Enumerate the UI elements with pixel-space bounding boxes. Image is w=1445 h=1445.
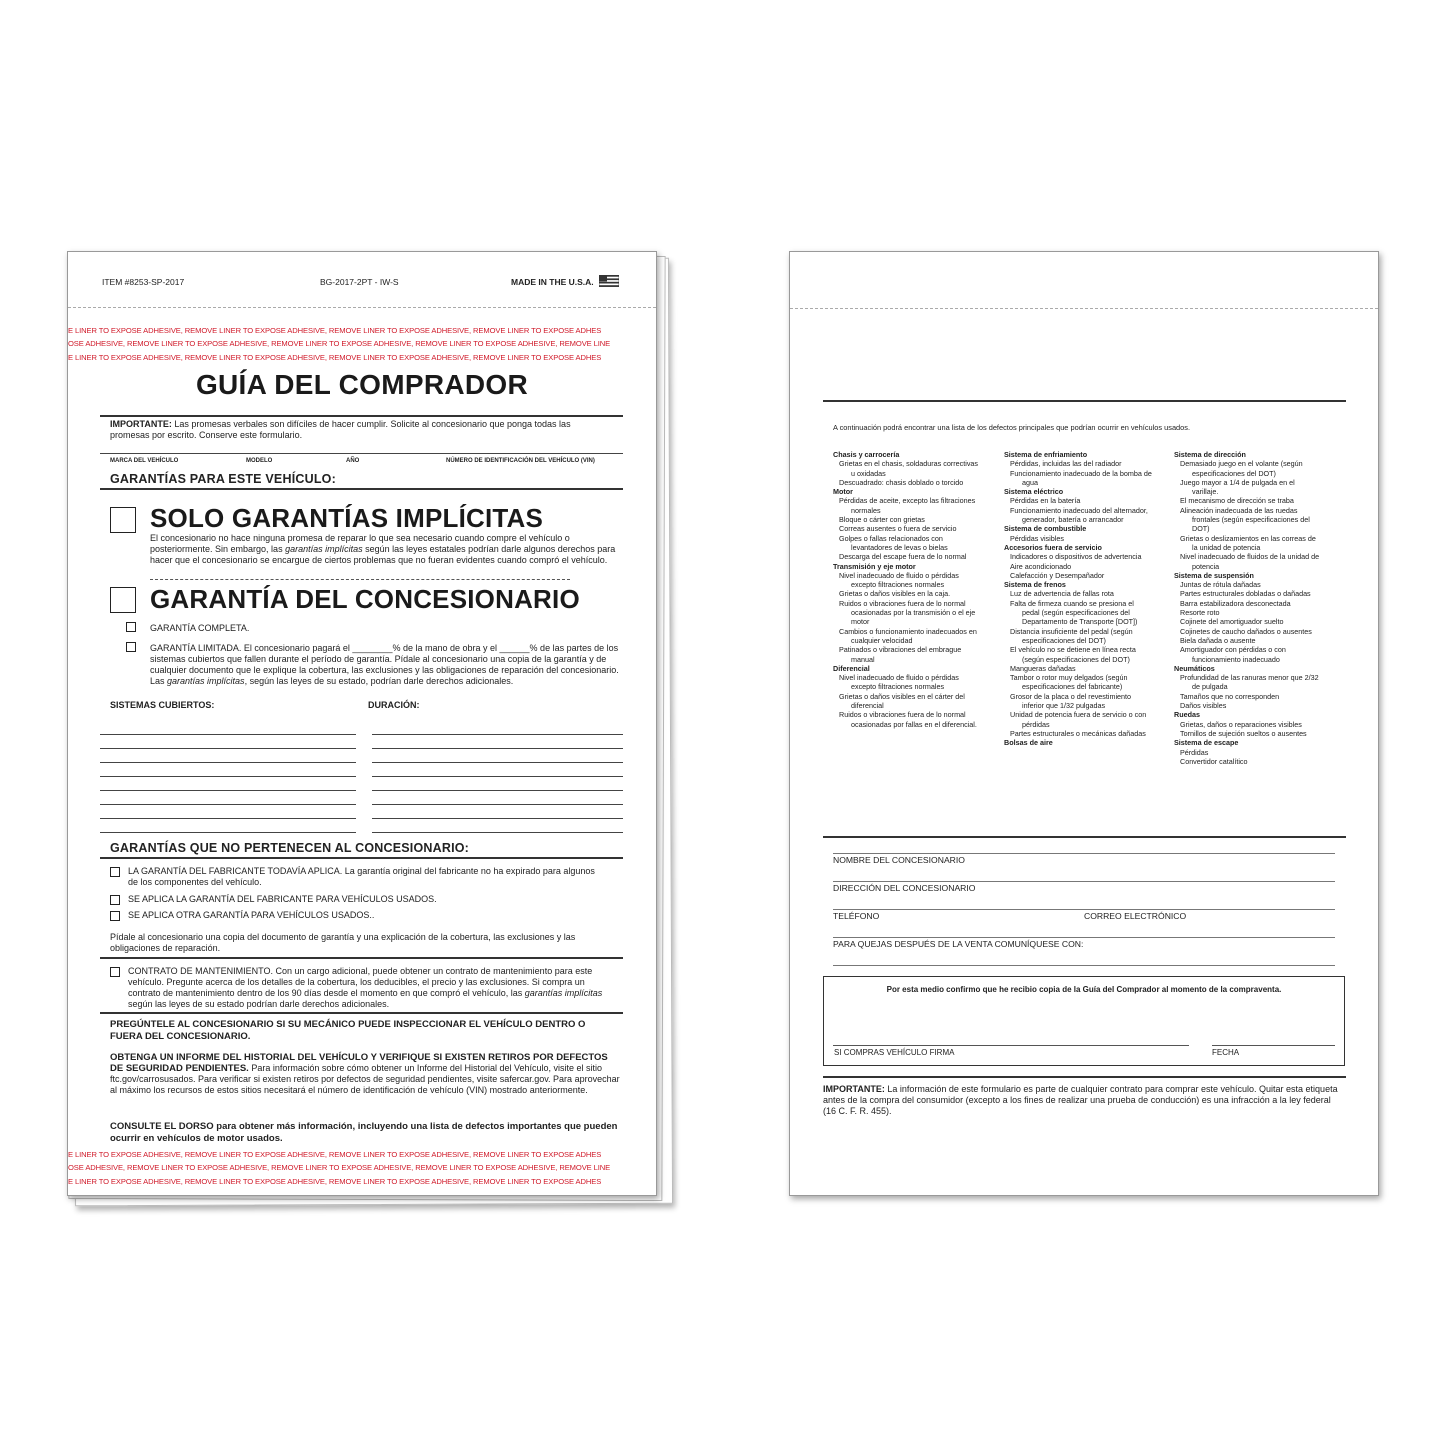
defect-item: Grietas, daños o reparaciones visibles [1180,719,1302,729]
made-in-label: MADE IN THE U.S.A. [511,277,594,287]
defect-item: Luz de advertencia de fallas rota [1010,589,1114,599]
defect-category: Bolsas de aire [1004,738,1053,748]
make-label: MARCA DEL VEHÍCULO [110,458,179,464]
defect-category: Sistema de frenos [1004,580,1066,590]
defect-item: Nivel inadecuado de fluidos de la unidad de [1180,552,1320,562]
buyers-guide-back [789,251,1379,1196]
defect-item: Nivel inadecuado de fluido o pérdidas [839,673,959,683]
defect-category: Sistema eléctrico [1004,487,1064,497]
defect-item: El vehículo no se detiene en línea recta [1010,645,1136,655]
text-part: Para información sobre cómo obtener un Informe del Historial del Vehículo, visite el sitio ftc.gov/carrosusados. Para verificar si existen retiros por defectos de seguridad pendientes, visite safercar.gov. Para aprovechar al máximo los recursos de estos sitios necesitará el número de identificación de vehículo (VIN) mostrado anteriormente. [110,1063,620,1095]
model-label: MODELO [246,458,273,464]
defect-item: Tambor o rotor muy delgados (según [1010,673,1128,683]
date-line[interactable] [1212,1045,1335,1046]
item-number: ITEM #8253-SP-2017 [102,277,185,287]
defect-item: Aire acondicionado [1010,561,1072,571]
dealer-address-label: DIRECCIÓN DEL CONCESIONARIO [833,883,976,893]
defect-item: DOT) [1192,524,1210,534]
text-part: según las leyes estatales podrían darle algunos derechos para hacer que el concesionario se encargue de ciertos problemas que no fueran evidentes cuando compró el vehículo. [150,544,616,565]
text-part: , según las leyes de su estado, podrían darle derechos adicionales. [244,676,514,686]
defect-item: u oxidadas [851,468,886,478]
defect-item: Juego mayor a 1/4 de pulgada en el [1180,477,1295,487]
divider [100,415,623,417]
duration-label: DURACIÓN: [368,700,420,710]
mfr-warranty-text [128,866,598,888]
defect-item: varillaje. [1192,487,1219,497]
implied-warranties-text [150,533,620,566]
complaints-line[interactable] [833,937,1335,938]
service-contract-text [128,966,608,1010]
defect-item: (según especificaciones del DOT) [1022,654,1130,664]
defects-intro: A continuación podrá encontrar una lista de los defectos principales que podrían ocurrir en vehículos usados. [833,423,1191,432]
defect-category: Transmisión y eje motor [833,561,916,571]
defect-item: manual [851,654,875,664]
other-used-checkbox[interactable] [110,911,120,921]
defect-item: ocasionadas por fallas en el diferencial. [851,719,977,729]
divider [823,1076,1346,1078]
liner-row: E LINER TO EXPOSE ADHESIVE, REMOVE LINER TO EXPOSE ADHESIVE, REMOVE LINER TO EXPOSE ADHESIVE, REMOVE LINER TO EXPOSE ADHES [68,1176,602,1186]
defect-item: Alineación inadecuada de las ruedas [1180,505,1298,515]
defect-item: levantadores de levas o bielas [851,542,948,552]
defect-item: Mangueras dañadas [1010,663,1076,673]
defect-item: frontales (según especificaciones del [1192,515,1310,525]
defect-item: Bloque o cárter con grietas [839,515,925,525]
vehicle-info-line [100,453,623,454]
defects-column-2 [1004,450,1169,748]
liner-row: OSE ADHESIVE, REMOVE LINER TO EXPOSE ADHESIVE, REMOVE LINER TO EXPOSE ADHESIVE, REMOVE LINER TO EXPOSE ADHESIVE, REMOVE LINE [68,339,611,349]
defect-item: Pérdidas [1180,747,1209,757]
phone-label: TELÉFONO [833,911,880,921]
text-part: CONTRATO DE MANTENIMIENTO. Con un cargo adicional, puede obtener un contrato de mantenimiento para este vehículo. Pregunte acerca de los detalles de la cobertura, los deducibles, el precio y las exclusiones. Si compra un contrato de mantenimiento dentro de los 90 días desde el momento en que compró el vehículo, las [128,966,593,998]
inspection-notice: PREGÚNTELE AL CONCESIONARIO SI SU MECÁNICO PUEDE INSPECCIONAR EL VEHÍCULO DENTRO O FUERA DEL CONCESIONARIO. [110,1019,586,1042]
defect-item: la unidad de potencia [1192,542,1261,552]
limited-warranty-text [150,643,620,687]
signature-label: SI COMPRAS VEHÍCULO FIRMA [834,1048,955,1057]
defect-item: Tornillos de sujeción sueltos o ausentes [1180,728,1307,738]
limited-warranty-checkbox[interactable] [126,642,136,652]
phone-line[interactable] [833,909,1335,910]
acknowledgement-box [823,976,1345,1066]
defect-item: generador, batería o arrancador [1022,515,1124,525]
defect-item: Descarga del escape fuera de lo normal [839,552,967,562]
defect-item: Pérdidas, incluidas las del radiador [1010,459,1122,469]
mfr-warranty-checkbox[interactable] [110,867,120,877]
important-label: IMPORTANTE: [823,1084,885,1094]
defect-item: Funcionamiento inadecuado del alternador, [1010,505,1148,515]
defect-item: Calefacción y Desempañador [1010,570,1105,580]
dealer-warranty-title: GARANTÍA DEL CONCESIONARIO [150,584,580,614]
mfr-used-label: SE APLICA LA GARANTÍA DEL FABRICANTE PARA VEHÍCULOS USADOS. [128,894,437,904]
adhesive-liner-bottom [68,1148,656,1188]
defect-item: excepto filtraciones normales [851,580,945,590]
defect-item: Indicadores o dispositivos de advertencia [1010,552,1142,562]
defect-item: Grietas o daños visibles en el cárter del [839,691,965,701]
text-emphasis: garantías implícitas [167,676,245,686]
divider [100,488,623,490]
divider [100,857,623,859]
full-warranty-checkbox[interactable] [126,622,136,632]
defect-item: Pérdidas en la batería [1010,496,1081,506]
text-emphasis: garantías implícitas [524,988,603,998]
divider [100,957,623,959]
divider [823,400,1346,402]
defect-category: Sistema de dirección [1174,450,1246,459]
defect-category: Accesorios fuera de servicio [1004,542,1102,552]
defect-item: cualquier velocidad [851,635,913,645]
defect-item: potencia [1192,561,1220,571]
defect-item: pedal (según especificaciones del [1022,608,1130,618]
perforation-line [68,307,656,308]
perforation-line [790,308,1378,309]
defect-item: Juntas de rótula dañadas [1180,580,1261,590]
defect-category: Neumáticos [1174,663,1215,673]
acknowledgement-text: Por esta medio confirmo que he recibio copia de la Guía del Comprador al momento de la compraventa. [886,985,1282,994]
divider [823,836,1346,838]
defect-item: Grietas o daños visibles en la caja. [839,589,951,599]
defect-item: normales [851,505,881,515]
see-back-notice: CONSULTE EL DORSO para obtener más información, incluyendo una lista de defectos importantes que pueden ocurrir en vehículos de motor usados. [110,1121,618,1144]
defect-item: Partes estructurales dobladas o dañadas [1180,589,1311,599]
defects-column-3 [1174,450,1339,766]
defect-item: motor [851,617,870,627]
defect-item: Tamaños que no corresponden [1180,691,1280,701]
defect-item: excepto filtraciones normales [851,682,945,692]
defect-item: Resorte roto [1180,608,1220,618]
defect-item: especificaciones del DOT) [1192,468,1276,478]
defect-category: Diferencial [833,663,870,673]
back-important-notice [823,1084,1343,1117]
text-part: OBTENGA UN INFORME DEL HISTORIAL DEL VEHÍCULO Y VERIFIQUE SI EXISTEN RETIROS POR DEFECTOS DE SEGURIDAD PENDIENTES. [110,1052,608,1074]
defect-item: agua [1022,477,1038,487]
date-label: FECHA [1212,1048,1240,1057]
text-part: GARANTÍA LIMITADA. El concesionario pagará el ________% de la mano de obra y el ______% de las partes de los sistemas cubiertos que fallen durante el período de garantía. Pídale al concesionario una copia de la garantía y de cualquier documento que le explique la cobertura, las exclusiones y las obligaciones de reparación del concesionario. Las [150,643,619,686]
ask-copy-text: Pídale al concesionario una copia del documento de garantía y una explicación de la cobertura, las exclusiones y las obligaciones de reparación. [110,932,576,953]
defect-item: Biela dañada o ausente [1180,635,1256,645]
defect-item: Cojinete del amortiguador suelto [1180,617,1284,627]
dashed-divider [150,579,570,580]
signature-line[interactable] [833,1045,1189,1046]
liner-row: E LINER TO EXPOSE ADHESIVE, REMOVE LINER TO EXPOSE ADHESIVE, REMOVE LINER TO EXPOSE ADHESIVE, REMOVE LINER TO EXPOSE ADHES [68,352,602,362]
buyers-guide-front [67,251,657,1196]
year-label: AÑO [346,458,360,464]
important-text: La información de este formulario es parte de cualquier contrato para comprar este vehículo. Quitar esta etiqueta antes de la compra del consumidor (excepto a los fines de realizar una prueba de conducción) es una infracción a la ley federal (16 C. F. R. 455). [823,1084,1338,1116]
defect-category: Sistema de enfriamiento [1004,450,1088,459]
other-used-label: SE APLICA OTRA GARANTÍA PARA VEHÍCULOS USADOS.. [128,910,375,920]
text-part: LA GARANTÍA DEL FABRICANTE TODAVÍA APLICA. [128,866,343,876]
liner-row: E LINER TO EXPOSE ADHESIVE, REMOVE LINER TO EXPOSE ADHESIVE, REMOVE LINER TO EXPOSE ADHESIVE, REMOVE LINER TO EXPOSE ADHES [68,1150,602,1159]
defect-item: especificaciones del fabricante) [1022,682,1123,692]
defect-item: Funcionamiento inadecuado de la bomba de [1010,468,1152,478]
defect-item: inferior que 1/32 pulgadas [1022,701,1106,711]
defect-item: Descuadrado: chasis doblado o torcido [839,477,964,487]
history-notice [110,1052,620,1096]
non-dealer-heading: GARANTÍAS QUE NO PERTENECEN AL CONCESIONARIO: [110,841,470,855]
important-text: Las promesas verbales son difíciles de hacer cumplir. Solicite al concesionario que ponga todas las promesas por escrito. Conserve este formulario. [110,419,571,440]
defect-item: funcionamiento inadecuado [1192,654,1280,664]
defect-category: Sistema de suspensión [1174,570,1254,580]
defect-item: Cojinetes de caucho dañados o ausentes [1180,626,1312,636]
complaints-contact-line[interactable] [833,965,1335,966]
defect-item: Ruidos o vibraciones fuera de lo normal [839,710,966,720]
defect-category: Sistema de escape [1174,738,1239,748]
defect-item: diferencial [851,701,884,711]
dealer-name-label: NOMBRE DEL CONCESIONARIO [833,855,965,865]
email-label: CORREO ELECTRÓNICO [1084,911,1187,921]
defect-item: Grosor de la placa o del revestimiento [1010,691,1132,701]
defect-item: Cambios o funcionamiento inadecuados en [839,626,977,636]
form-code: BG-2017-2PT - IW-S [320,277,399,287]
divider [100,1012,623,1014]
important-notice [110,419,610,441]
liner-row: E LINER TO EXPOSE ADHESIVE, REMOVE LINER TO EXPOSE ADHESIVE, REMOVE LINER TO EXPOSE ADHESIVE, REMOVE LINER TO EXPOSE ADHES [68,326,602,335]
dealer-address-line[interactable] [833,881,1335,882]
defect-category: Sistema de combustible [1004,524,1087,534]
defect-item: Grietas o deslizamientos en las correas de [1180,533,1316,543]
defect-item: Amortiguador con pérdidas o con [1180,645,1286,655]
defects-column-1 [833,450,998,729]
defect-item: Daños visibles [1180,701,1227,711]
defect-item: Golpes o fallas relacionados con [839,533,943,543]
defect-item: Falta de firmeza cuando se presiona el [1010,598,1134,608]
mfr-used-checkbox[interactable] [110,895,120,905]
defect-item: Convertidor catalítico [1180,756,1248,766]
adhesive-liner-top [68,324,656,364]
service-contract-checkbox[interactable] [110,967,120,977]
complaints-label: PARA QUEJAS DESPUÉS DE LA VENTA COMUNÍQUESE CON: [833,939,1084,949]
defect-item: Partes estructurales o mecánicas dañadas [1010,728,1146,738]
defect-item: Distancia insuficiente del pedal (según [1010,626,1133,636]
defect-item: Pérdidas de aceite, excepto las filtraciones [839,496,976,506]
form-title: GUÍA DEL COMPRADOR [195,369,529,400]
important-label: IMPORTANTE: [110,419,172,429]
dealer-name-line[interactable] [833,853,1335,854]
systems-covered-label: SISTEMAS CUBIERTOS: [110,700,215,710]
text-part: El concesionario no hace ninguna promesa de reparar lo que sea necesario cuando compre el vehículo o posteriormente. Sin embargo, las [150,533,570,554]
dealer-warranty-checkbox[interactable] [110,587,136,613]
defect-item: especificaciones del DOT) [1022,635,1106,645]
defect-item: pérdidas [1022,719,1050,729]
defect-item: Ruidos o vibraciones fuera de lo normal [839,598,966,608]
text-part: La garantía original del fabricante no ha expirado para algunos de los componentes del vehículo. [128,866,595,887]
defect-item: El mecanismo de dirección se traba [1180,496,1294,506]
defect-item: Pérdidas visibles [1010,533,1064,543]
text-part: según las leyes de su estado podrían darle derechos adicionales. [128,999,390,1009]
implied-warranties-title: SOLO GARANTÍAS IMPLÍCITAS [150,503,544,533]
defect-item: Correas ausentes o fuera de servicio [839,524,957,534]
defect-item: Departamento de Transporte [DOT]) [1022,617,1138,627]
as-is-implied-checkbox[interactable] [110,507,136,533]
defect-category: Chasis y carrocería [833,450,900,459]
defect-item: Nivel inadecuado de fluido o pérdidas [839,570,959,580]
defect-category: Motor [833,487,853,497]
text-emphasis: garantías implícitas [285,544,363,554]
us-flag-icon [599,275,619,287]
defect-item: Profundidad de las ranuras menor que 2/32 [1180,673,1319,683]
vin-label: NÚMERO DE IDENTIFICACIÓN DEL VEHÍCULO (VIN) [446,458,595,464]
defect-category: Ruedas [1174,710,1200,720]
defect-item: Patinados o vibraciones del embrague [839,645,962,655]
defect-item: Demasiado juego en el volante (según [1180,459,1303,469]
defect-item: Unidad de potencia fuera de servicio o con [1010,710,1147,720]
liner-row: OSE ADHESIVE, REMOVE LINER TO EXPOSE ADHESIVE, REMOVE LINER TO EXPOSE ADHESIVE, REMOVE LINER TO EXPOSE ADHESIVE, REMOVE LINE [68,1163,611,1173]
defect-item: Barra estabilizadora desconectada [1180,598,1291,608]
defect-item: ocasionadas por la transmisión o el eje [851,608,976,618]
defect-item: Grietas en el chasis, soldaduras correctivas [839,459,979,469]
defect-item: de pulgada [1192,682,1228,692]
warranties-heading: GARANTÍAS PARA ESTE VEHÍCULO: [110,472,336,486]
full-warranty-label: GARANTÍA COMPLETA. [150,623,250,633]
